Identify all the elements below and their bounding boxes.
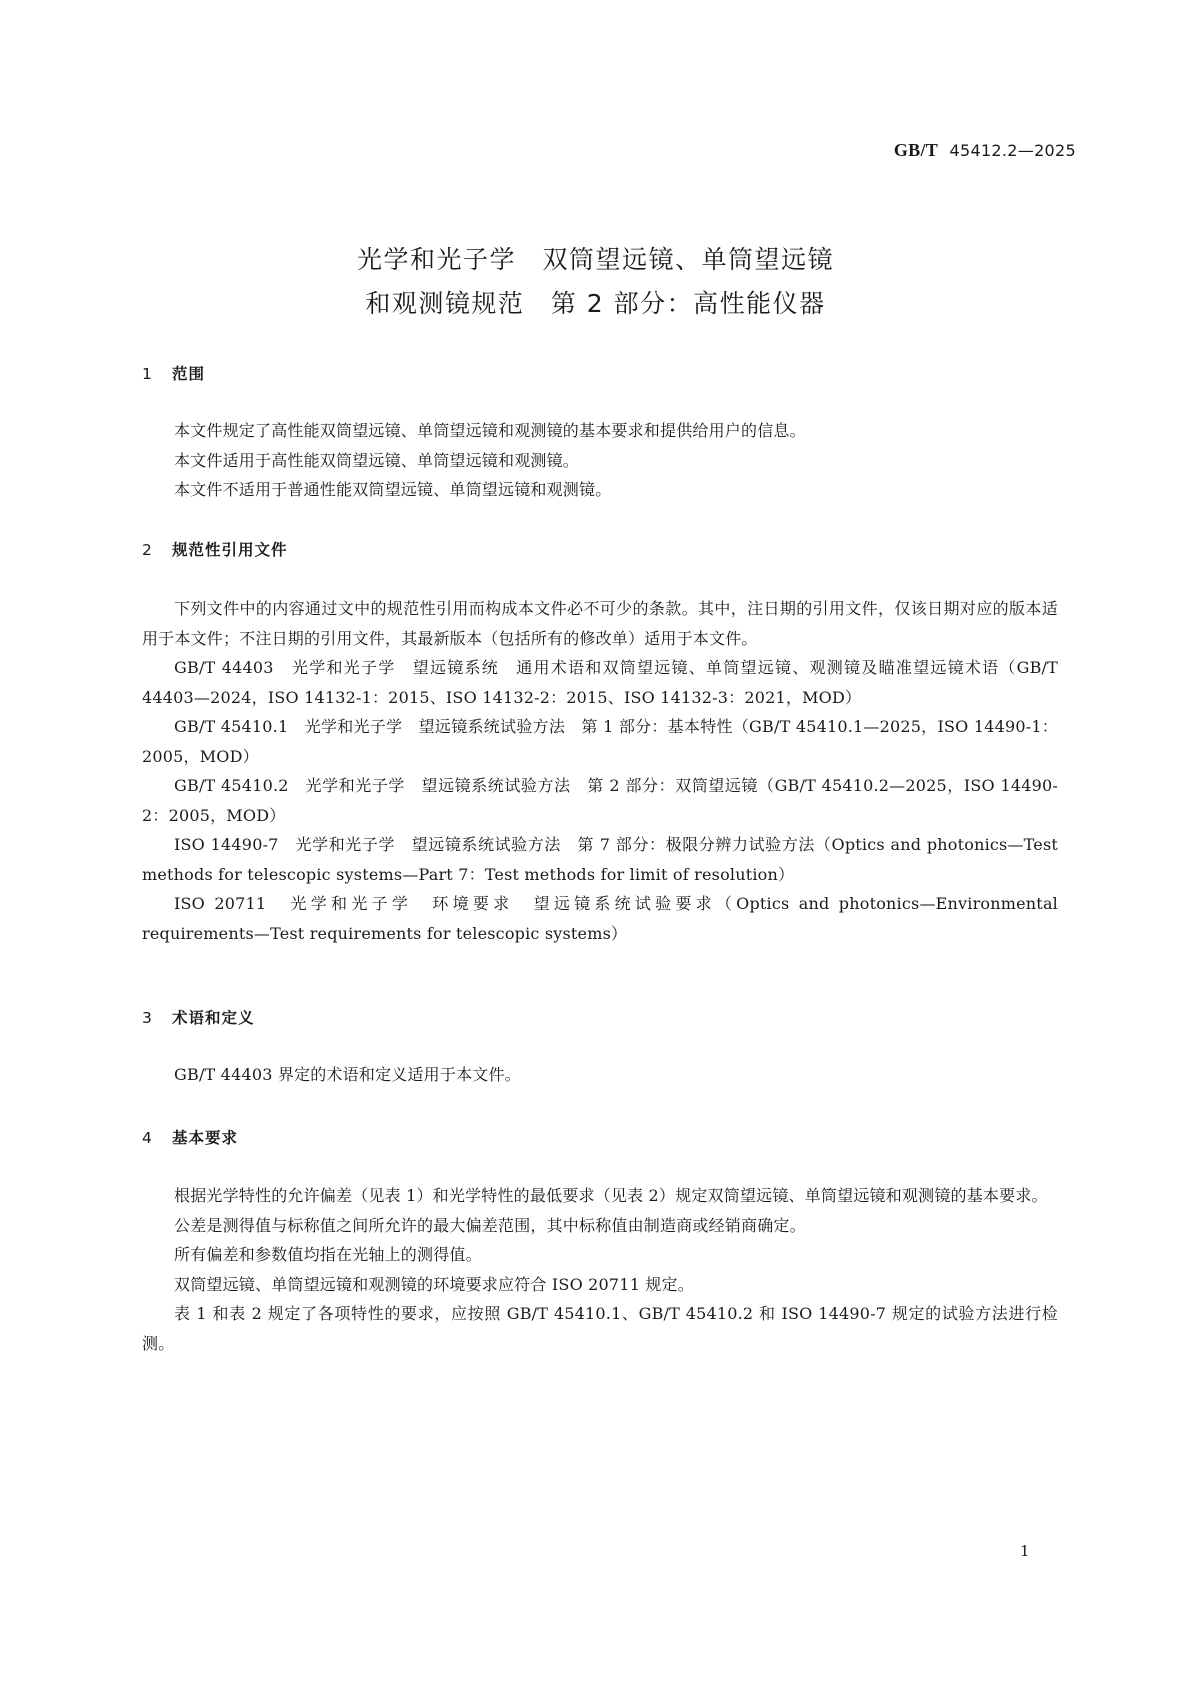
- section-body-1: [142, 416, 1058, 505]
- normative-reference: GB/T 44403 光学和光子学 望远镜系统 通用术语和双筒望远镜、单筒望远镜、观测镜及瞄准望远镜术语（GB/T 44403—2024，ISO 14132-1：2015、ISO 14132-2：2015、ISO 14132-3：2021，MOD）: [142, 658, 1064, 707]
- paragraph: 双筒望远镜、单筒望远镜和观测镜的环境要求应符合 ISO 20711 规定。: [174, 1274, 694, 1294]
- normative-reference: GB/T 45410.2 光学和光子学 望远镜系统试验方法 第 2 部分：双筒望远镜（GB/T 45410.2—2025，ISO 14490-2：2005，MOD）: [142, 776, 1058, 825]
- section-title: 范围: [172, 365, 206, 383]
- paragraph: 本文件规定了高性能双筒望远镜、单筒望远镜和观测镜的基本要求和提供给用户的信息。: [174, 421, 806, 440]
- paragraph: 公差是测得值与标称值之间所允许的最大偏差范围，其中标称值由制造商或经销商确定。: [174, 1215, 806, 1235]
- section-body-3: [142, 1060, 1058, 1090]
- section-heading-4: [142, 1126, 238, 1148]
- section-heading-3: [142, 1006, 255, 1028]
- standard-prefix: GB/T: [893, 140, 939, 160]
- normative-reference: GB/T 45410.1 光学和光子学 望远镜系统试验方法 第 1 部分：基本特性（GB/T 45410.1—2025，ISO 14490-1：2005，MOD）: [142, 717, 1058, 766]
- title-line-1: 光学和光子学 双筒望远镜、单筒望远镜: [356, 245, 834, 274]
- section-number: 1: [142, 365, 153, 383]
- section-heading-2: [142, 538, 288, 560]
- section-number: 2: [142, 541, 153, 559]
- normative-reference: ISO 20711 光学和光子学 环境要求 望远镜系统试验要求（Optics and photonics—Environmental requirements—Test requirements for telescopic systems）: [142, 894, 1064, 943]
- page-number: 1: [1020, 1542, 1030, 1560]
- title-line-2: 和观测镜规范 第 2 部分：高性能仪器: [365, 289, 826, 318]
- section-body-4: [142, 1181, 1058, 1358]
- document-title: [0, 238, 1191, 326]
- normative-reference: ISO 14490-7 光学和光子学 望远镜系统试验方法 第 7 部分：极限分辨力试验方法（Optics and photonics—Test methods for telescopic systems—Part 7：Test methods for limit of resolution）: [142, 835, 1064, 884]
- section-title: 术语和定义: [172, 1009, 255, 1027]
- paragraph: 本文件适用于高性能双筒望远镜、单筒望远镜和观测镜。: [174, 450, 580, 470]
- paragraph: 所有偏差和参数值均指在光轴上的测得值。: [174, 1245, 482, 1264]
- standard-number: 45412.2—2025: [949, 141, 1076, 160]
- section-title: 基本要求: [172, 1129, 239, 1147]
- section-number: 4: [142, 1129, 153, 1147]
- standard-code: [894, 140, 1076, 161]
- section-number: 3: [142, 1009, 153, 1027]
- paragraph: 下列文件中的内容通过文中的规范性引用而构成本文件必不可少的条款。其中，注日期的引用文件，仅该日期对应的版本适用于本文件；不注日期的引用文件，其最新版本（包括所有的修改单）适用于本文件。: [142, 599, 1058, 648]
- section-title: 规范性引用文件: [172, 541, 288, 559]
- paragraph: 根据光学特性的允许偏差（见表 1）和光学特性的最低要求（见表 2）规定双筒望远镜、单筒望远镜和观测镜的基本要求。: [174, 1186, 1048, 1205]
- section-body-2: [142, 594, 1064, 948]
- section-heading-1: [142, 362, 205, 384]
- paragraph: 本文件不适用于普通性能双筒望远镜、单筒望远镜和观测镜。: [174, 480, 612, 499]
- paragraph: GB/T 44403 界定的术语和定义适用于本文件。: [174, 1065, 521, 1084]
- paragraph: 表 1 和表 2 规定了各项特性的要求，应按照 GB/T 45410.1、GB/T 45410.2 和 ISO 14490-7 规定的试验方法进行检测。: [142, 1304, 1058, 1353]
